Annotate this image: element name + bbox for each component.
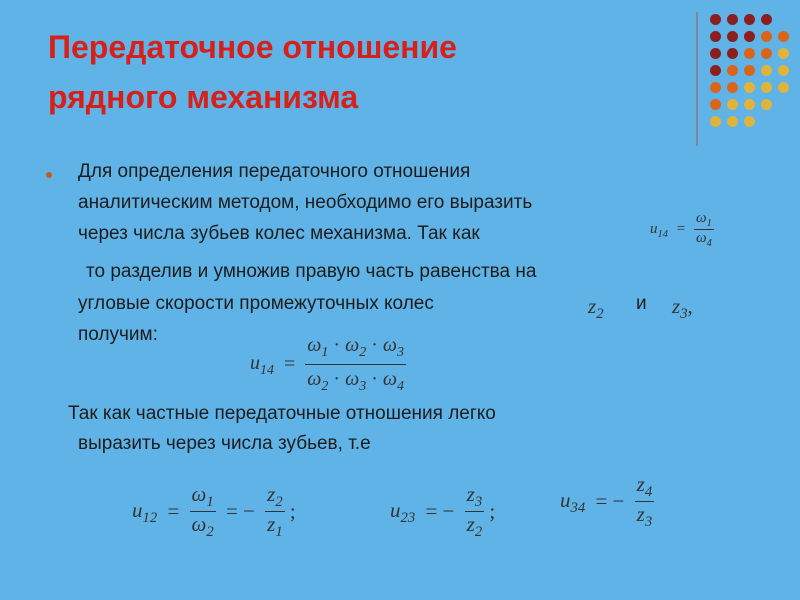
f1-equals: =: [676, 221, 686, 237]
decorative-dot: [710, 31, 721, 42]
decorative-dot: [727, 48, 738, 59]
decorative-dot: [761, 31, 772, 42]
body-line-4: то разделив и умножив правую часть равенства на: [86, 261, 537, 282]
decorative-dot: [761, 48, 772, 59]
f4-fraction: $\frac{z_3}{z_2}$: [466, 482, 483, 541]
decorative-dot: [727, 31, 738, 42]
f3-lhs: $u_{12}$: [132, 497, 158, 526]
f3-fraction-omega: $\frac{\omega_1}{\omega_2}$: [191, 482, 214, 541]
f4-lhs: $u_{23}$: [390, 497, 416, 526]
decorative-dot: [710, 48, 721, 59]
body-line-5-and: и: [636, 293, 647, 314]
decorative-dot: [727, 82, 738, 93]
f1-fraction: $\frac{\omega_1}{\omega_4}$: [695, 210, 712, 249]
decorative-dot: [761, 14, 772, 25]
decorative-dot: [744, 99, 755, 110]
symbol-z3: $z_3$,: [672, 294, 693, 323]
decorative-dot: [710, 14, 721, 25]
decorative-dot: [744, 116, 755, 127]
decorative-divider: [696, 12, 698, 146]
bullet-marker: [46, 172, 52, 178]
body-line-1: Для определения передаточного отношения: [78, 161, 471, 182]
formula-u14-expanded: [250, 334, 406, 395]
decorative-dot: [727, 14, 738, 25]
decorative-dot: [778, 48, 789, 59]
body-line-3: через числа зубьев колес механизма. Так как: [78, 223, 480, 244]
decorative-dot: [727, 99, 738, 110]
decorative-dot: [778, 82, 789, 93]
f5-lhs: $u_{34}$: [560, 487, 586, 516]
decorative-dot: [778, 31, 789, 42]
decorative-dot: [710, 99, 721, 110]
symbol-z2: $z_2$: [588, 294, 604, 323]
decorative-dot: [744, 14, 755, 25]
decorative-dot: [727, 65, 738, 76]
decorative-dot: [710, 82, 721, 93]
title-line-2: рядного механизма: [48, 79, 359, 115]
decorative-dot: [744, 48, 755, 59]
formula-u12: $u_{12}$ = $\frac{\omega_1}{\omega_2}$ = − $\frac{z_2}{z_1}$ ;: [132, 482, 296, 541]
body-line-6: получим:: [78, 324, 158, 345]
f2-fraction: $\frac{\omega_1 \cdot \omega_2 \cdot \omega_3}{\omega_2 \cdot \omega_3 \cdot \omega_4}$: [307, 334, 404, 394]
decorative-dot: [710, 116, 721, 127]
decorative-dot: [710, 65, 721, 76]
decorative-dot: [744, 82, 755, 93]
f2-equals: =: [284, 353, 296, 375]
decorative-dot: [744, 65, 755, 76]
f2-lhs: $u_{14}$: [250, 352, 274, 379]
decorative-dot: [744, 31, 755, 42]
formula-u14-ratio: [650, 210, 714, 249]
decorative-dot: [761, 82, 772, 93]
slide-title: [48, 22, 668, 122]
para2-line-2: выразить через числа зубьев, т.е: [78, 433, 371, 454]
f5-fraction: $\frac{z_4}{z_3}$: [636, 472, 653, 531]
formula-u34: $u_{34}$ = − $\frac{z_4}{z_3}$: [560, 472, 653, 531]
decorative-dot: [778, 65, 789, 76]
decorative-dot: [761, 65, 772, 76]
title-line-1: Передаточное отношение: [48, 29, 457, 65]
body-line-2: аналитическим методом, необходимо его выразить: [78, 192, 533, 213]
f1-lhs: $u_{14}$: [650, 220, 668, 240]
para2-line-1: Так как частные передаточные отношения легко: [68, 403, 496, 424]
decorative-dot: [761, 99, 772, 110]
formula-u23: $u_{23}$ = − $\frac{z_3}{z_2}$ ;: [390, 482, 496, 541]
f3-fraction-z: $\frac{z_2}{z_1}$: [267, 482, 283, 541]
body-line-5: угловые скорости промежуточных колес: [78, 293, 434, 314]
decorative-dot: [727, 116, 738, 127]
